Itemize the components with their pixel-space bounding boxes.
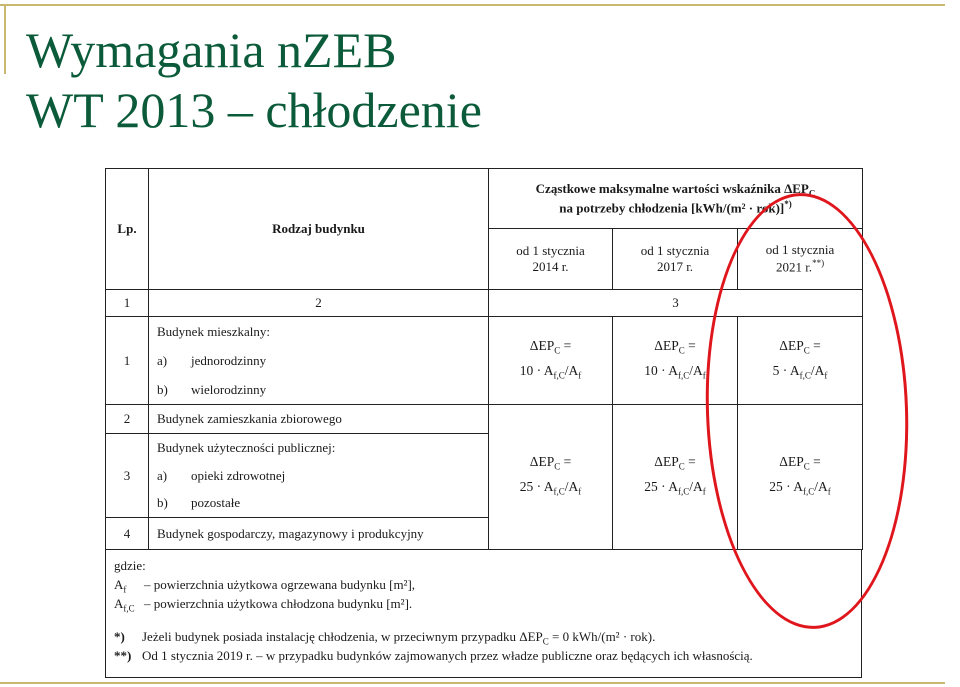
note-star-2: **) Od 1 stycznia 2019 r. – w przypadku budynków zajmowanych przez władze publiczne oraz będących ich własnością. (114, 648, 753, 663)
requirements-table (105, 168, 863, 550)
table-row (106, 405, 863, 434)
formula-2021-other: $\Delta EP_C$ = $25 \cdot A_{f,C}/A_f$ (738, 405, 863, 550)
row-lp: 3 (106, 434, 149, 518)
formula-2017-residential: $\Delta EP_C$ = $10 \cdot A_{f,C}/A_f$ (613, 317, 738, 405)
formula-2021-residential: $\Delta EP_C$ = $5 \cdot A_{f,C}/A_f$ (738, 317, 863, 405)
title-line-2: WT 2013 – chłodzenie (26, 82, 482, 138)
slide-title (26, 20, 482, 140)
header-row (106, 169, 863, 229)
formula-2014-other: $\Delta EP_C$ = $25 \cdot A_{f,C}/A_f$ (489, 405, 613, 550)
row-category: Budynek użyteczności publicznej: a) opieki zdrowotnej b) pozostałe (149, 434, 489, 518)
numbering-row (106, 290, 863, 317)
note-star-1: *) Jeżeli budynek posiada instalację chłodzenia, w przeciwnym przypadku $\Delta EP_C = 0$ kWh/(m² · rok). (114, 629, 656, 647)
note-afc: $A_{f,C}$ – powierzchnia użytkowa chłodzona budynku [m²]. (114, 596, 413, 614)
row-category: Budynek zamieszkania zbiorowego (149, 405, 489, 434)
note-gdzie: gdzie: (114, 558, 146, 573)
table-row (106, 317, 863, 405)
row-category: Budynek gospodarczy, magazynowy i produkcyjny (149, 518, 489, 550)
row-lp: 2 (106, 405, 149, 434)
header-year-2021: od 1 stycznia 2021 r.**) (738, 229, 863, 290)
requirements-document (105, 168, 862, 677)
number-1: 1 (106, 290, 149, 317)
bottom-rule (0, 682, 945, 684)
header-year-2014: od 1 stycznia 2014 r. (489, 229, 613, 290)
title-line-1: Wymagania nZEB (26, 22, 397, 78)
footnotes (105, 550, 862, 678)
header-rodzaj: Rodzaj budynku (149, 169, 489, 290)
row-lp: 1 (106, 317, 149, 405)
formula-2017-other: $\Delta EP_C$ = $25 \cdot A_{f,C}/A_f$ (613, 405, 738, 550)
note-af: $A_f$ – powierzchnia użytkowa ogrzewana budynku [m²], (114, 577, 416, 595)
header-group: Cząstkowe maksymalne wartości wskaźnika $\Delta EP_C$ na potrzeby chłodzenia [kWh/(m² · rok)]*) (489, 169, 863, 229)
header-lp: Lp. (106, 169, 149, 290)
top-rule (0, 4, 945, 6)
left-rule (4, 4, 6, 74)
number-3: 3 (489, 290, 863, 317)
row-category: Budynek mieszkalny: a) jednorodzinny b) wielorodzinny (149, 317, 489, 405)
number-2: 2 (149, 290, 489, 317)
row-lp: 4 (106, 518, 149, 550)
formula-2014-residential: $\Delta EP_C$ = $10 \cdot A_{f,C}/A_f$ (489, 317, 613, 405)
header-year-2017: od 1 stycznia 2017 r. (613, 229, 738, 290)
